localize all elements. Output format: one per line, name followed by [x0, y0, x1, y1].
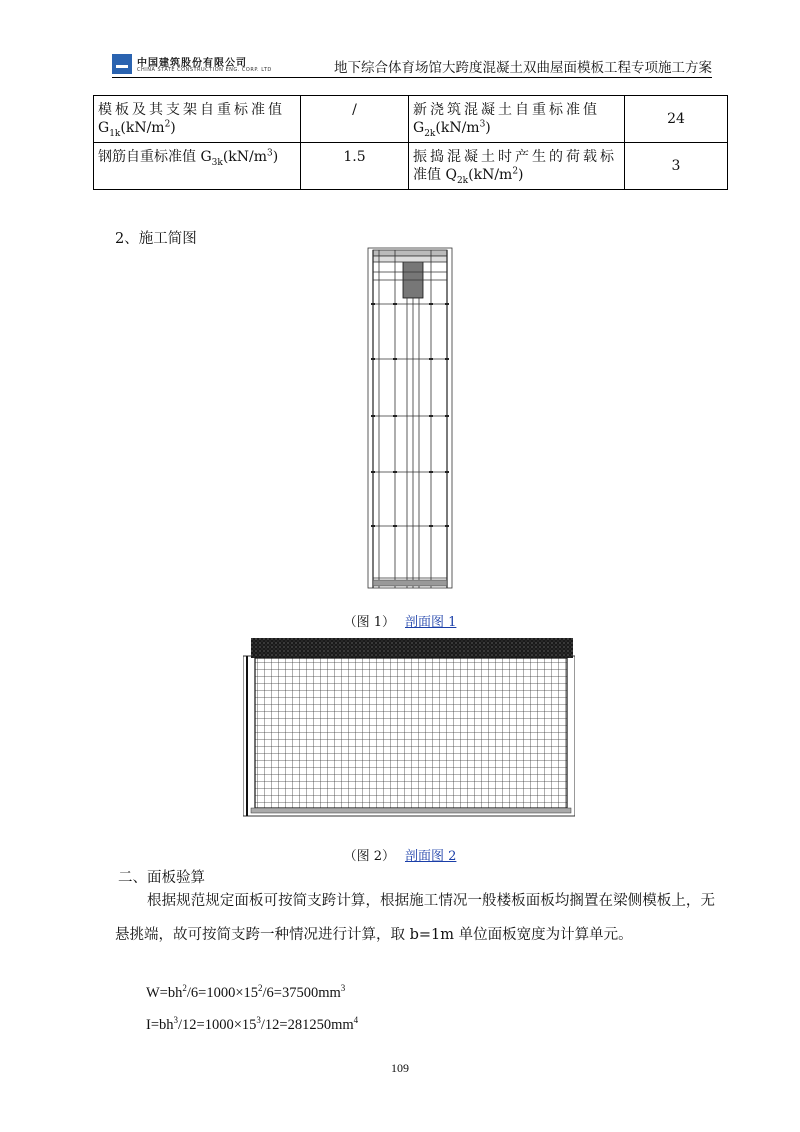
rebar-weight-label: 钢筋自重标准值 $G_{3k}(kN/m^3)$	[98, 148, 279, 168]
formwork-weight-value: /	[301, 96, 409, 143]
table-cell	[94, 143, 301, 190]
concrete-weight-symbol: $G_{2k}(kN/m^3)$	[413, 119, 491, 139]
document-title: 地下综合体育场馆大跨度混凝土双曲屋面模板工程专项施工方案	[334, 60, 712, 76]
vibration-load-value: 3	[625, 143, 728, 190]
page-header	[112, 52, 712, 78]
section-drawing-1	[365, 244, 455, 594]
figure-2-link[interactable]: 剖面图 2	[405, 849, 457, 864]
header-divider	[112, 77, 712, 78]
table-row	[94, 96, 728, 143]
formwork-weight-symbol: $G_{1k}(kN/m^2)$	[98, 119, 176, 139]
figure-2-label: （图 2）	[343, 849, 395, 864]
company-name-cn: 中国建筑股份有限公司	[137, 58, 247, 69]
figure-1-caption	[0, 611, 800, 630]
panel-check-heading: 二、面板验算	[118, 870, 205, 886]
rebar-weight-value: 1.5	[301, 143, 409, 190]
vibration-load-label: 振捣混凝土时产生的荷载标	[413, 149, 617, 165]
section-drawing-2	[243, 634, 575, 819]
table-cell	[409, 96, 625, 143]
vibration-load-symbol: 准值 $Q_{2k}(kN/m^2)$	[413, 166, 524, 186]
table-cell	[94, 96, 301, 143]
section-modulus-formula: $W=bh^2/6=1000\times 15^2/6=37500mm^3$	[146, 983, 346, 1001]
company-logo-icon	[112, 54, 132, 74]
concrete-weight-label: 新浇筑混凝土自重标准值	[413, 102, 600, 118]
formwork-weight-label: 模板及其支架自重标准值	[98, 102, 285, 118]
table-row	[94, 143, 728, 190]
page-number: 109	[391, 1061, 409, 1075]
concrete-weight-value: 24	[625, 96, 728, 143]
panel-check-paragraph: 根据规范规定面板可按简支跨计算，根据施工情况一般楼板面板均搁置在梁侧模板上，无悬挑端，故可按简支跨一种情况进行计算，取 b=1m 单位面板宽度为计算单元。	[115, 893, 715, 943]
section-heading: 2、施工简图	[115, 231, 197, 247]
load-values-table	[93, 95, 728, 190]
table-cell	[409, 143, 625, 190]
figure-1-label: （图 1）	[343, 615, 395, 630]
figure-2-caption	[0, 845, 800, 864]
company-name-en: CHINA STATE CONSTRUCTION ENG. CORP. LTD	[137, 67, 272, 73]
moment-of-inertia-formula: $I=bh^3/12=1000\times 15^3/12=281250mm^4$	[146, 1015, 359, 1033]
figure-1-link[interactable]: 剖面图 1	[405, 615, 457, 630]
